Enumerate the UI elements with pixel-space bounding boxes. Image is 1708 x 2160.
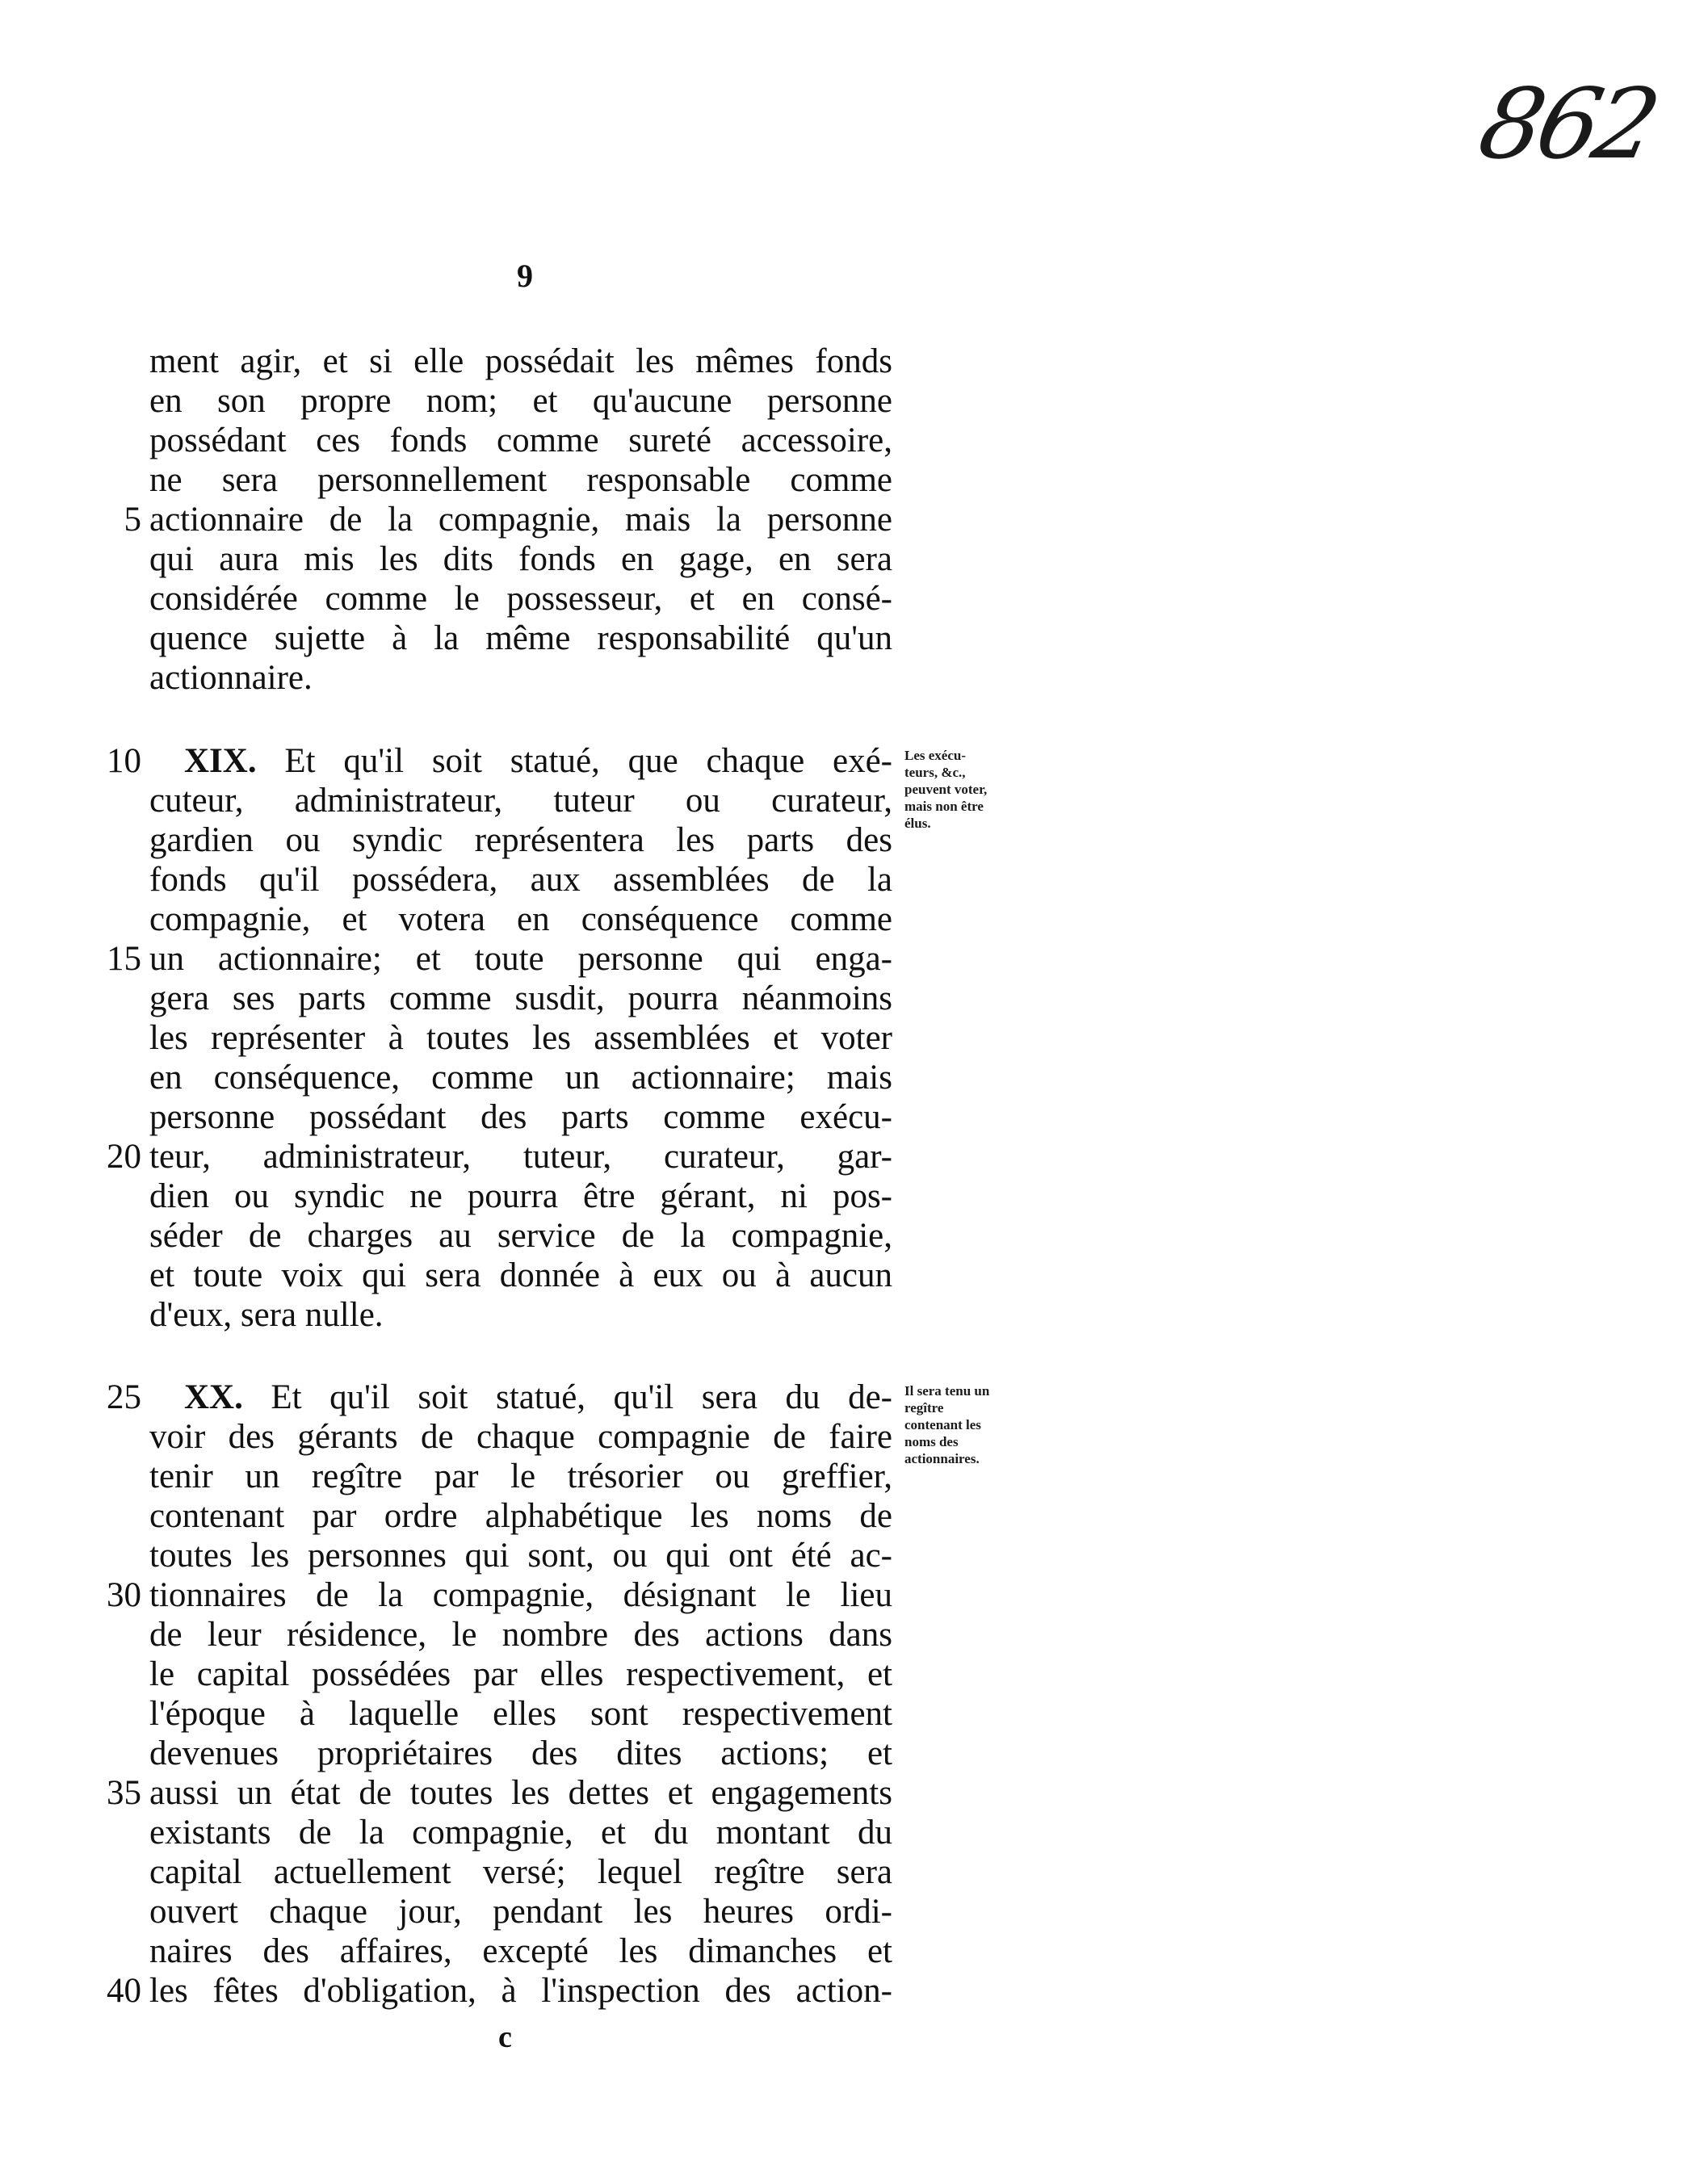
text-line: quence sujette à la même responsabilité qu'un (149, 619, 892, 657)
line-number: 30 (107, 1576, 141, 1614)
text-line: séder de charges au service de la compagnie, (149, 1217, 892, 1255)
section-first-line (184, 741, 892, 781)
text-line: considérée comme le possesseur, et en consé- (149, 580, 892, 618)
margin-note-line: regître (904, 1400, 944, 1416)
line-number: 5 (124, 501, 141, 539)
text-line: dien ou syndic ne pourra être gérant, ni pos- (149, 1177, 892, 1215)
handwritten-page-number: 862 (1470, 69, 1664, 181)
text-line: gardien ou syndic représentera les parts des (149, 821, 892, 859)
line-number: 15 (107, 940, 141, 978)
text-span: Et qu'il soit statué, qu'il sera du de- (271, 1378, 892, 1416)
text-line: voir des gérants de chaque compagnie de faire (149, 1418, 892, 1456)
line-number: 25 (107, 1378, 141, 1416)
text-line: naires des affaires, excepté les dimanches et (149, 1932, 892, 1970)
text-line: et toute voix qui sera donnée à eux ou à aucun (149, 1256, 892, 1294)
text-line: contenant par ordre alphabétique les noms de (149, 1497, 892, 1535)
margin-note-line: mais non être (904, 799, 984, 814)
text-line: qui aura mis les dits fonds en gage, en sera (149, 540, 892, 578)
line-number: 20 (107, 1138, 141, 1176)
text-line: actionnaire. (149, 659, 313, 697)
line-number: 35 (107, 1774, 141, 1812)
section-first-line (184, 1378, 892, 1417)
margin-note-line: actionnaires. (904, 1451, 980, 1466)
text-line: l'époque à laquelle elles sont respectivement (149, 1695, 892, 1733)
line-number: 40 (107, 1972, 141, 2010)
text-line: ne sera personnellement responsable comme (149, 461, 892, 499)
page-number: 9 (517, 258, 533, 294)
text-line: en conséquence, comme un actionnaire; mais (149, 1059, 892, 1097)
signature-mark: c (498, 2020, 512, 2054)
text-line: de leur résidence, le nombre des actions dans (149, 1616, 892, 1654)
text-line: cuteur, administrateur, tuteur ou curateur, (149, 782, 892, 820)
text-line: existants de la compagnie, et du montant du (149, 1814, 892, 1852)
text-line: ouvert chaque jour, pendant les heures ordi- (149, 1893, 892, 1931)
text-line: le capital possédées par elles respectivement, et (149, 1655, 892, 1693)
text-line: possédant ces fonds comme sureté accessoire, (149, 422, 892, 459)
text-line: ment agir, et si elle possédait les mêmes fonds (149, 342, 892, 380)
text-line: les représenter à toutes les assemblées et voter (149, 1019, 892, 1057)
text-line: teur, administrateur, tuteur, curateur, gar- (149, 1138, 892, 1176)
margin-note-line: contenant les (904, 1417, 981, 1432)
margin-note-executors (904, 747, 987, 832)
margin-note-line: élus. (904, 816, 931, 831)
text-line: compagnie, et votera en conséquence comme (149, 900, 892, 938)
text-line: capital actuellement versé; lequel regître sera (149, 1853, 892, 1891)
text-line: toutes les personnes qui sont, ou qui ont été ac- (149, 1537, 892, 1575)
section-number: XX. (184, 1378, 243, 1416)
text-line: aussi un état de toutes les dettes et engagements (149, 1774, 892, 1812)
text-span: Et qu'il soit statué, que chaque exé- (284, 742, 892, 780)
margin-note-line: Il sera tenu un (904, 1383, 990, 1399)
text-line: en son propre nom; et qu'aucune personne (149, 382, 892, 420)
margin-note-line: peuvent voter, (904, 782, 988, 797)
text-line: fonds qu'il possédera, aux assemblées de la (149, 861, 892, 899)
margin-note-register (904, 1382, 989, 1467)
text-line: actionnaire de la compagnie, mais la personne (149, 501, 892, 539)
text-line: d'eux, sera nulle. (149, 1296, 384, 1334)
text-line: tionnaires de la compagnie, désignant le lieu (149, 1576, 892, 1614)
text-line: les fêtes d'obligation, à l'inspection des action- (149, 1972, 892, 2010)
line-number: 10 (107, 742, 141, 780)
text-line: tenir un regître par le trésorier ou greffier, (149, 1457, 892, 1495)
margin-note-line: noms des (904, 1434, 959, 1449)
text-line: un actionnaire; et toute personne qui enga- (149, 940, 892, 978)
section-number: XIX. (184, 742, 257, 780)
text-line: personne possédant des parts comme exécu- (149, 1098, 892, 1136)
margin-note-line: Les exécu- (904, 748, 967, 763)
text-line: gera ses parts comme susdit, pourra néanmoins (149, 979, 892, 1017)
margin-note-line: teurs, &c., (904, 765, 966, 780)
text-line: devenues propriétaires des dites actions; et (149, 1734, 892, 1772)
